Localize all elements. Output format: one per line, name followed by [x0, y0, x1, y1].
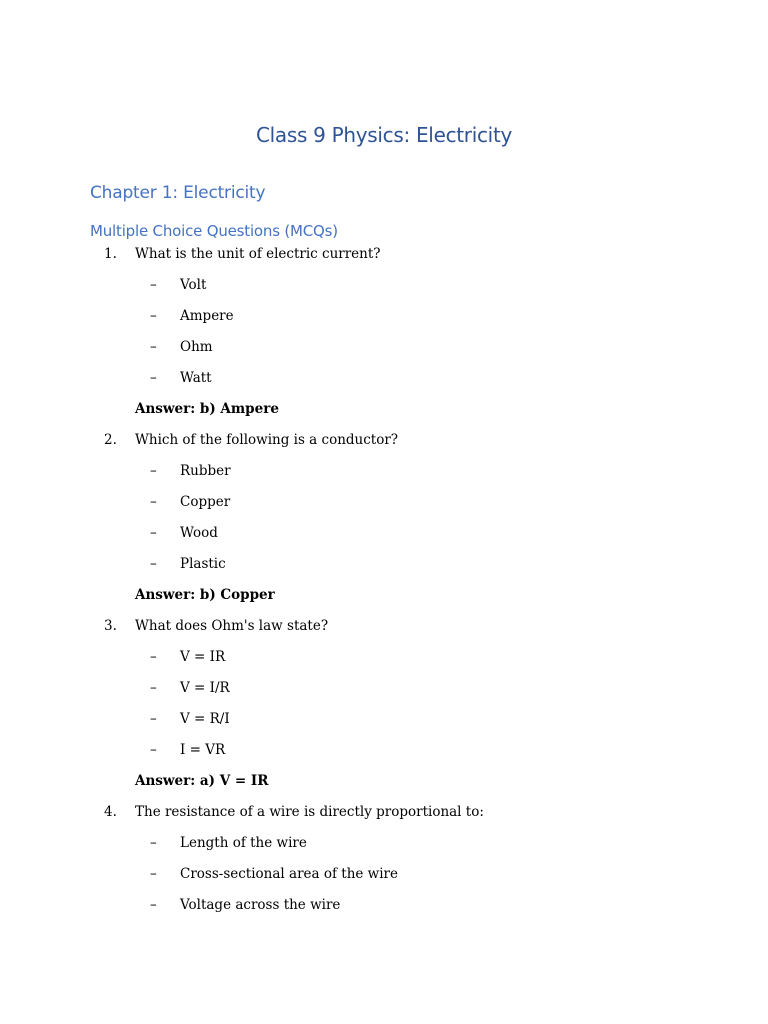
question-item — [0, 244, 768, 430]
question-text: The resistance of a wire is directly proportional to: — [135, 804, 484, 820]
option-item — [0, 833, 768, 864]
option-item — [0, 523, 768, 554]
answer-line — [0, 585, 768, 616]
question-line — [0, 802, 768, 833]
question-number: 4. — [104, 804, 117, 820]
option-text: Ampere — [180, 308, 234, 324]
option-marker: – — [150, 463, 157, 479]
answer-text: Answer: a) V = IR — [135, 773, 269, 789]
option-marker: – — [150, 742, 157, 758]
option-item — [0, 275, 768, 306]
option-text: Rubber — [180, 463, 231, 479]
question-number: 3. — [104, 618, 117, 634]
option-text: Copper — [180, 494, 231, 510]
option-marker: – — [150, 277, 157, 293]
answer-text: Answer: b) Ampere — [135, 401, 279, 417]
option-text: Ohm — [180, 339, 213, 355]
option-marker: – — [150, 308, 157, 324]
document-title: Class 9 Physics: Electricity — [255, 123, 513, 147]
question-item — [0, 430, 768, 616]
option-marker: – — [150, 339, 157, 355]
option-item — [0, 709, 768, 740]
option-item — [0, 678, 768, 709]
option-text: V = R/I — [180, 711, 230, 727]
option-item — [0, 368, 768, 399]
option-marker: – — [150, 680, 157, 696]
chapter-heading: Chapter 1: Electricity — [90, 183, 266, 203]
question-line — [0, 430, 768, 461]
option-marker: – — [150, 525, 157, 541]
question-item — [0, 802, 768, 926]
option-item — [0, 492, 768, 523]
option-item — [0, 461, 768, 492]
option-marker: – — [150, 866, 157, 882]
option-item — [0, 554, 768, 585]
question-text: What does Ohm's law state? — [135, 618, 329, 634]
option-marker: – — [150, 494, 157, 510]
option-marker: – — [150, 370, 157, 386]
option-marker: – — [150, 835, 157, 851]
option-marker: – — [150, 897, 157, 913]
section-heading: Multiple Choice Questions (MCQs) — [90, 222, 338, 240]
question-number: 2. — [104, 432, 117, 448]
option-text: V = I/R — [180, 680, 230, 696]
option-text: Watt — [180, 370, 212, 386]
option-item — [0, 337, 768, 368]
option-text: Wood — [180, 525, 218, 541]
answer-line — [0, 399, 768, 430]
question-item — [0, 616, 768, 802]
option-text: Voltage across the wire — [180, 897, 341, 913]
option-marker: – — [150, 556, 157, 572]
answer-text: Answer: b) Copper — [135, 587, 275, 603]
answer-line — [0, 771, 768, 802]
option-text: V = IR — [180, 649, 226, 665]
question-number: 1. — [104, 246, 117, 262]
option-text: Cross-sectional area of the wire — [180, 866, 398, 882]
question-text: What is the unit of electric current? — [135, 246, 381, 262]
option-item — [0, 306, 768, 337]
option-item — [0, 647, 768, 678]
question-line — [0, 616, 768, 647]
option-text: Plastic — [180, 556, 226, 572]
question-line — [0, 244, 768, 275]
option-text: Length of the wire — [180, 835, 307, 851]
option-text: Volt — [180, 277, 207, 293]
option-marker: – — [150, 711, 157, 727]
question-text: Which of the following is a conductor? — [135, 432, 399, 448]
question-list — [0, 244, 768, 926]
option-item — [0, 740, 768, 771]
option-item — [0, 864, 768, 895]
option-item — [0, 895, 768, 926]
option-text: I = VR — [180, 742, 226, 758]
option-marker: – — [150, 649, 157, 665]
